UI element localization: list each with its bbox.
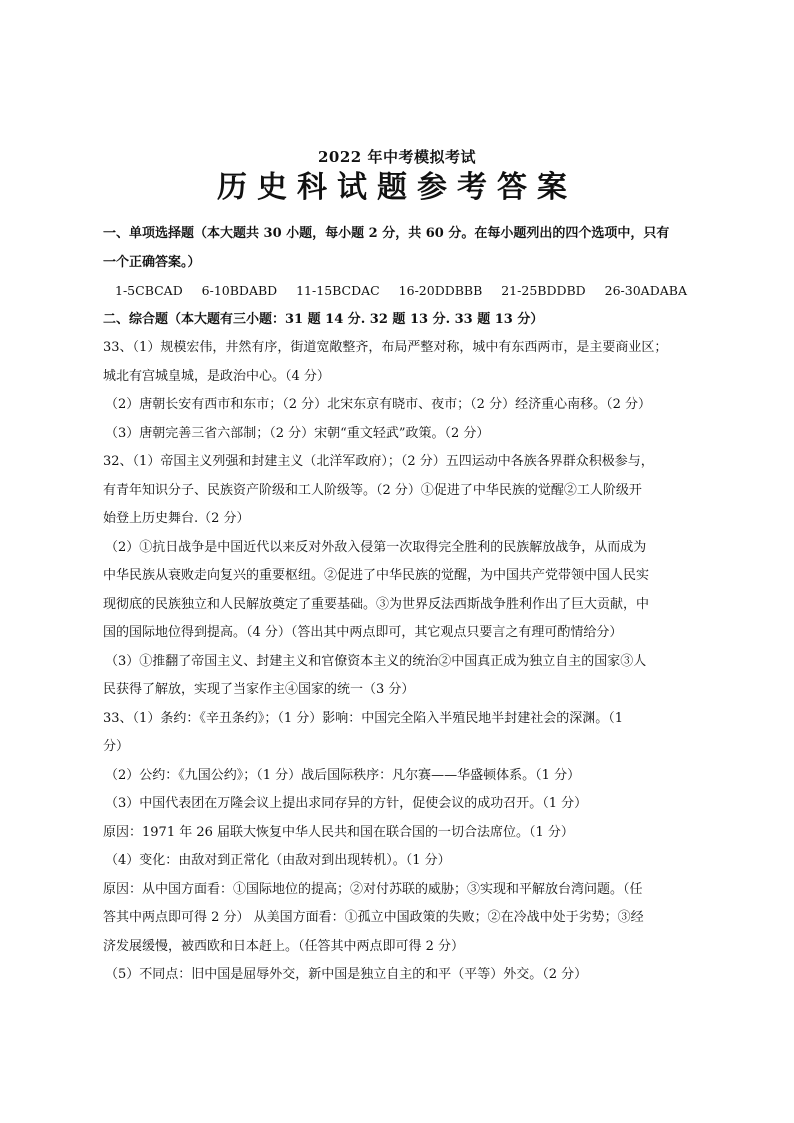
multiple-choice-answers [103, 277, 695, 306]
answer-line: 32、（1）帝国主义列强和封建主义（北洋军政府）；（2 分）五四运动中各族各界群众积极参与， [103, 454, 654, 469]
answer-line: （4）变化：由敌对到正常化（由敌对到出现转机）。（1 分） [105, 853, 451, 868]
answer-line: 有青年知识分子、民族资产阶级和工人阶级等。（2 分）①促进了中华民族的觉醒②工人阶级开 [103, 482, 642, 498]
section1-heading-cont: 一个正确答案。） [103, 254, 201, 270]
section2-heading: 二、综合题（本大题有三小题：31 题 14 分. 32 题 13 分. 33 题 13 分） [103, 311, 544, 327]
answer-line: 原因：1971 年 26 届联大恢复中华人民共和国在联合国的一切合法席位。（1 分） [103, 824, 574, 840]
answer-line: （2）公约：《九国公约》；（1 分）战后国际秩序：凡尔赛——华盛顿体系。（1 分） [105, 767, 581, 783]
answer-group: 6-10BDABD [201, 283, 278, 298]
answer-line: 现彻底的民族独立和人民解放奠定了重要基础。③为世界反法西斯战争胜利作出了巨大贡献，中 [103, 596, 650, 612]
answer-line: 33、（1）条约：《辛丑条约》；（1 分）影响：中国完全陷入半殖民地半封建社会的深渊。（1 [103, 710, 623, 726]
answer-content [103, 220, 695, 990]
answer-line: 答其中两点即可得 2 分） 从美国方面看：①孤立中国政策的失败；②在冷战中处于劣势；③经 [103, 910, 644, 925]
exam-subtitle: 2022 年中考模拟考试 [318, 148, 476, 166]
answer-line: 济发展缓慢，被西欧和日本赶上。（任答其中两点即可得 2 分） [103, 938, 465, 954]
answer-line: （2）唐朝长安有西市和东市；（2 分）北宋东京有晓市、夜市；（2 分）经济重心南移。（2 分） [105, 397, 651, 412]
answer-line: （3）唐朝完善三省六部制；（2 分）宋朝“重文轻武”政策。（2 分） [105, 425, 490, 441]
answer-line: （3）①推翻了帝国主义、封建主义和官僚资本主义的统治②中国真正成为独立自主的国家③人 [105, 653, 647, 669]
section1-heading: 一、单项选择题（本大题共 30 小题，每小题 2 分，共 60 分。在每小题列出的四个选项中，只有 [103, 226, 670, 241]
answer-line: 城北有宫城皇城，是政治中心。（4 分） [103, 368, 330, 384]
exam-title: 历史科试题参考答案 [217, 170, 577, 205]
answer-group: 16-20DDBBB [398, 283, 483, 298]
answer-group: 26-30ADABA [604, 283, 687, 298]
answer-line: （3）中国代表团在万隆会议上提出求同存异的方针，促使会议的成功召开。（1 分） [105, 796, 588, 811]
answer-group: 11-15BCDAC [296, 283, 380, 298]
answer-line: （2）①抗日战争是中国近代以来反对外敌入侵第一次取得完全胜利的民族解放战争，从而成为 [105, 539, 647, 555]
answer-line: 原因：从中国方面看：①国际地位的提高；②对付苏联的威胁；③实现和平解放台湾问题。（任 [103, 881, 643, 897]
answer-line: 分） [103, 739, 130, 754]
answer-line: 国的国际地位得到提高。（4 分）（答出其中两点即可，其它观点只要言之有理可酌情给分） [103, 625, 623, 640]
answer-line: （5）不同点：旧中国是屈辱外交，新中国是独立自主的和平（平等）外交。（2 分） [105, 967, 588, 982]
answer-group: 21-25BDDBD [501, 283, 586, 298]
answer-line: 始登上历史舞台.（2 分） [103, 511, 250, 526]
answer-line: 民获得了解放，实现了当家作主④国家的统一（3 分） [103, 682, 415, 697]
answer-group: 1-5CBCAD [115, 283, 183, 298]
answer-line: 中华民族从衰败走向复兴的重要枢纽。②促进了中华民族的觉醒，为中国共产党带领中国人民实 [103, 568, 650, 583]
answer-line: 33、（1）规模宏伟，井然有序，街道宽敞整齐，布局严整对称，城中有东西两市，是主要商业区； [103, 340, 668, 355]
